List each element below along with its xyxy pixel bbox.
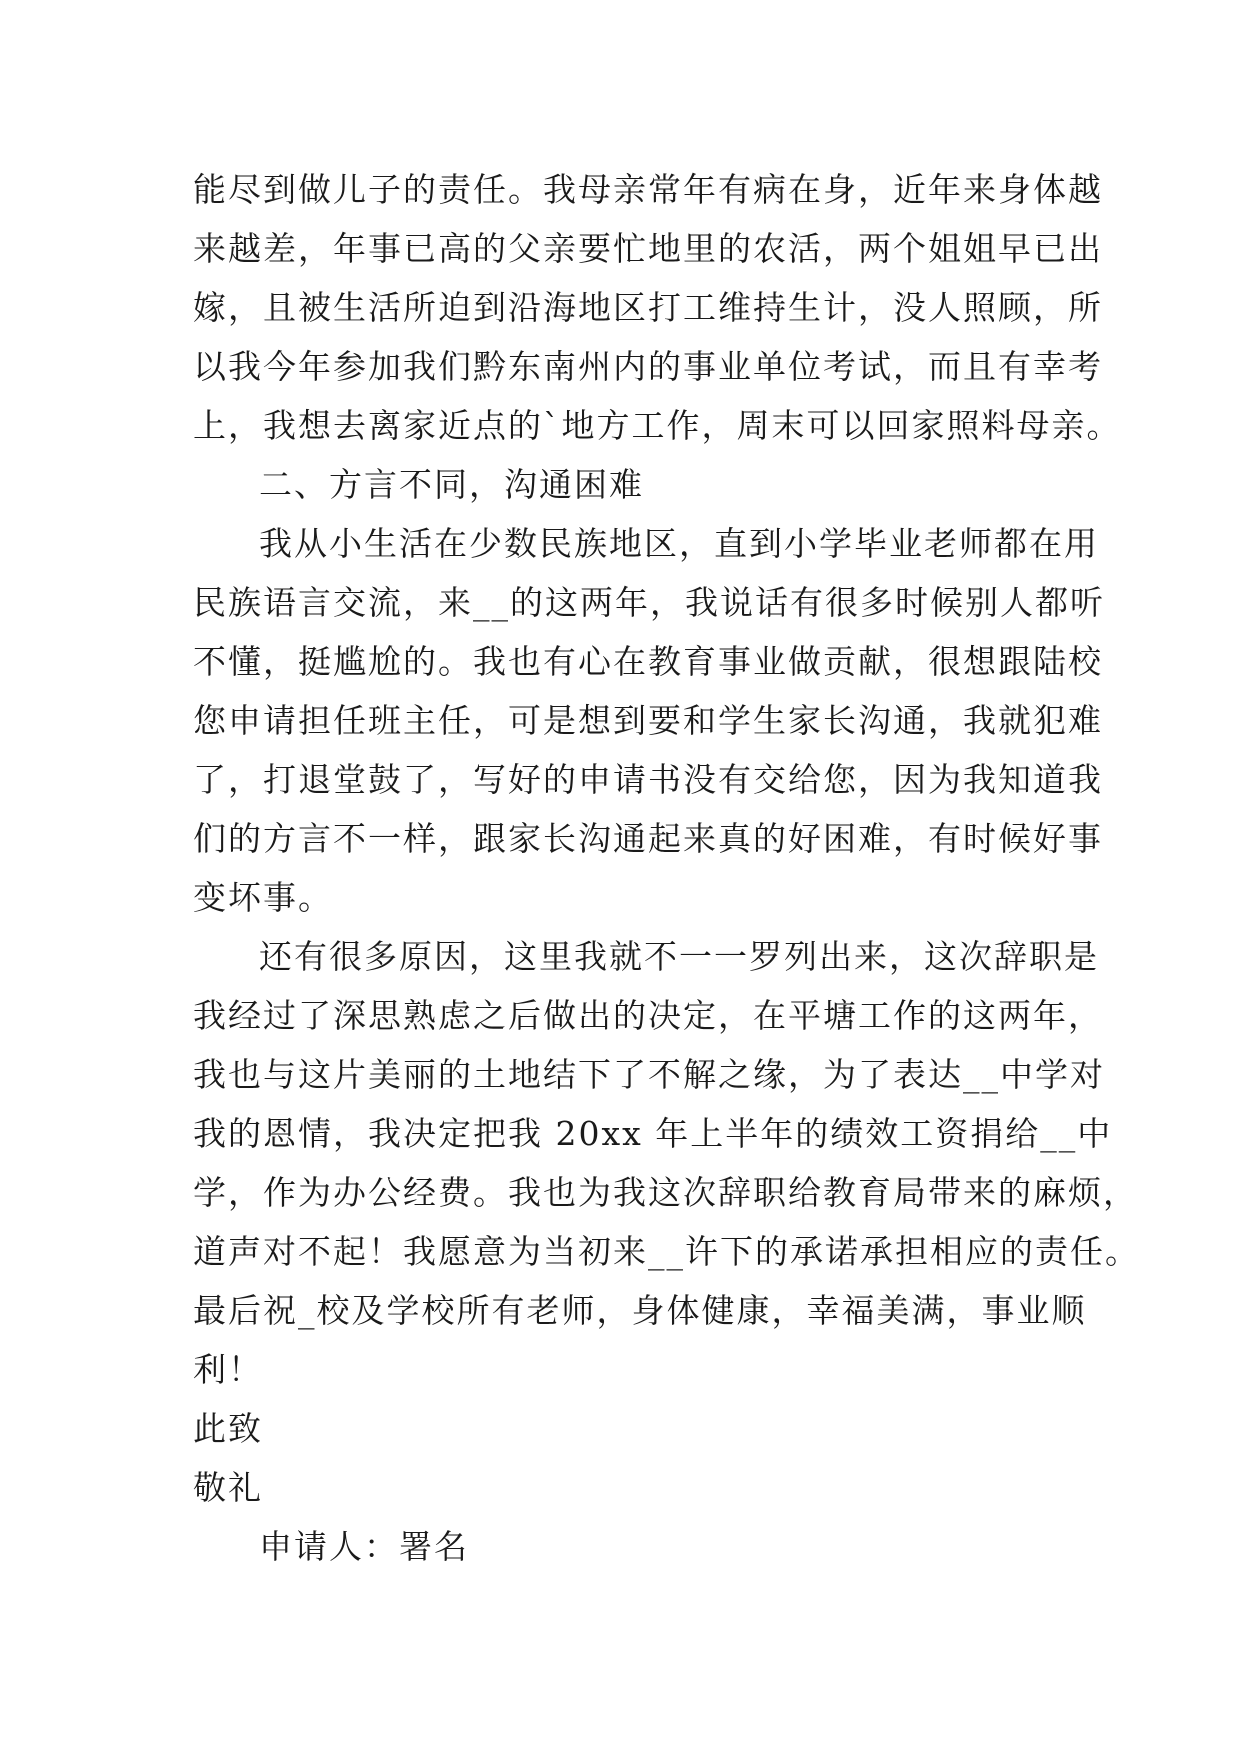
body-line: 您申请担任班主任，可是想到要和学生家长沟通，我就犯难 xyxy=(193,701,1103,740)
closing-line: 此致 xyxy=(193,1409,263,1448)
section-heading: 二、方言不同，沟通困难 xyxy=(259,465,644,504)
signature-line: 申请人：署名 xyxy=(259,1527,469,1566)
body-line: 了，打退堂鼓了，写好的申请书没有交给您，因为我知道我 xyxy=(193,760,1103,799)
body-line: 上，我想去离家近点的`地方工作，周末可以回家照料母亲。 xyxy=(193,406,1122,445)
body-line: 我也与这片美丽的土地结下了不解之缘，为了表达__中学对 xyxy=(193,1055,1105,1094)
body-line: 我经过了深思熟虑之后做出的决定，在平塘工作的这两年， xyxy=(193,996,1103,1035)
letter-body xyxy=(193,160,1140,1576)
body-line: 变坏事。 xyxy=(193,878,333,917)
closing-salute: 敬礼 xyxy=(193,1468,263,1507)
body-line: 利！ xyxy=(193,1350,263,1389)
body-line: 民族语言交流，来__的这两年，我说话有很多时候别人都听 xyxy=(193,583,1105,622)
body-line: 学，作为办公经费。我也为我这次辞职给教育局带来的麻烦， xyxy=(193,1173,1138,1212)
body-line: 能尽到做儿子的责任。我母亲常年有病在身，近年来身体越 xyxy=(193,170,1103,209)
body-line: 道声对不起！我愿意为当初来__许下的承诺承担相应的责任。 xyxy=(193,1232,1140,1271)
body-line: 不懂，挺尴尬的。我也有心在教育事业做贡献，很想跟陆校 xyxy=(193,642,1103,681)
body-line: 嫁，且被生活所迫到沿海地区打工维持生计，没人照顾，所 xyxy=(193,288,1103,327)
body-line: 最后祝_校及学校所有老师，身体健康，幸福美满，事业顺 xyxy=(193,1291,1087,1330)
body-line: 还有很多原因，这里我就不一一罗列出来，这次辞职是 xyxy=(259,937,1099,976)
body-line: 来越差，年事已高的父亲要忙地里的农活，两个姐姐早已出 xyxy=(193,229,1103,268)
body-line: 们的方言不一样，跟家长沟通起来真的好困难，有时候好事 xyxy=(193,819,1103,858)
body-line: 我从小生活在少数民族地区，直到小学毕业老师都在用 xyxy=(259,524,1099,563)
body-line: 我的恩情，我决定把我 20xx 年上半年的绩效工资捐给__中 xyxy=(193,1114,1113,1153)
body-line: 以我今年参加我们黔东南州内的事业单位考试，而且有幸考 xyxy=(193,347,1103,386)
